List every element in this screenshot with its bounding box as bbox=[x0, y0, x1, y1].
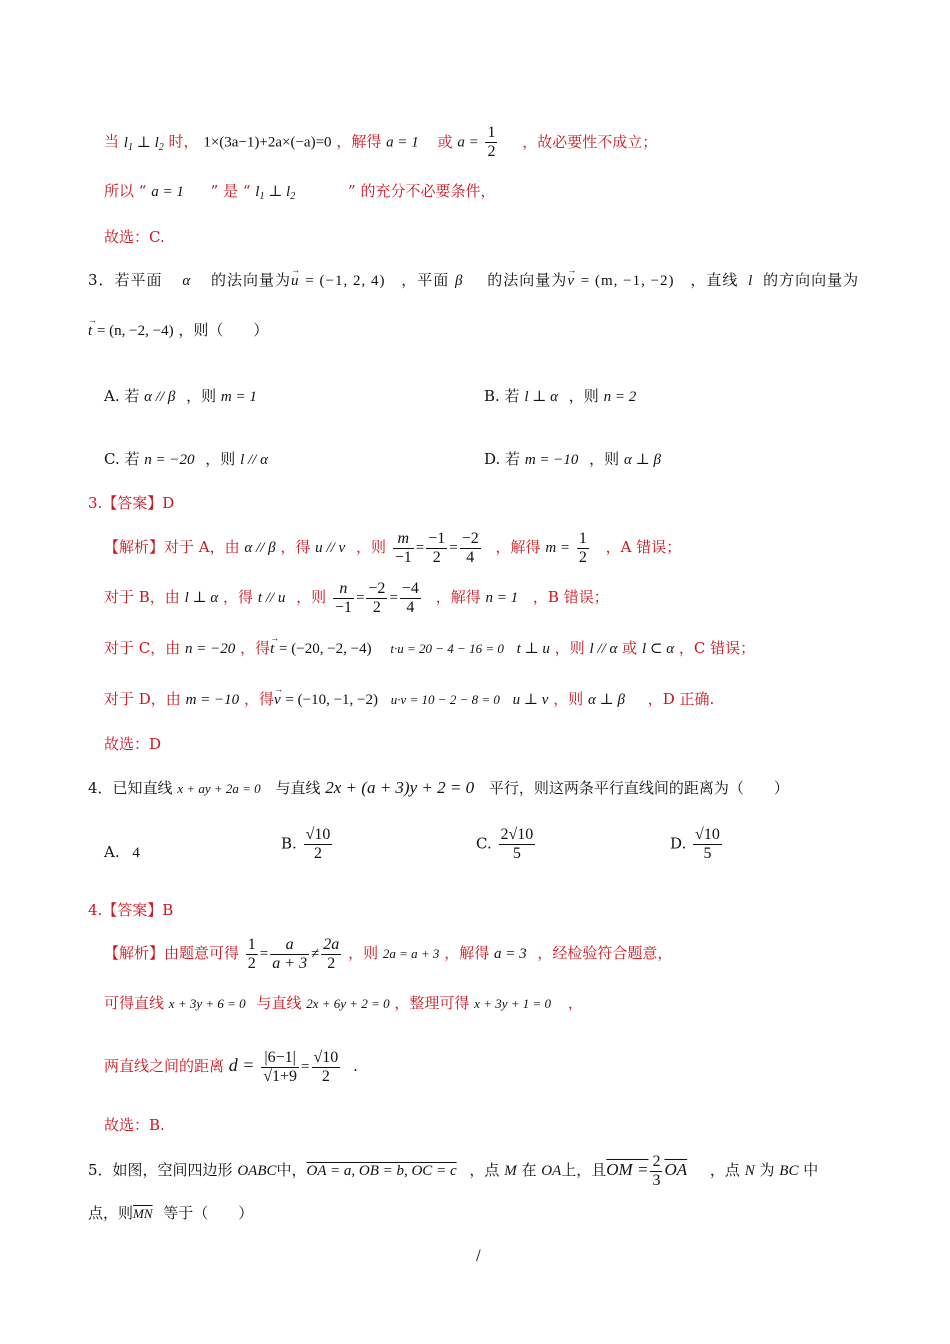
text: ， bbox=[567, 994, 583, 1012]
text: D. 若 bbox=[484, 450, 521, 468]
text: 对于 B，由 bbox=[104, 588, 180, 606]
math: OA = a, OB = b, OC = c bbox=[306, 1163, 457, 1179]
math: n = −20 bbox=[185, 641, 236, 657]
q2-answer: 故选：C. bbox=[104, 228, 165, 246]
text: 在 bbox=[521, 1161, 537, 1179]
fraction: $\frac{2}{3}$ bbox=[652, 1152, 661, 1189]
text: 5．如图，空间四边形 bbox=[88, 1161, 233, 1179]
math: BC bbox=[779, 1163, 799, 1179]
text: 或 bbox=[622, 639, 638, 657]
text: 4．已知直线 bbox=[88, 779, 173, 797]
text: B. 若 bbox=[484, 387, 520, 405]
q3-stem-line2 bbox=[88, 319, 268, 342]
text: 上，且 bbox=[561, 1161, 607, 1179]
text: ，则 bbox=[296, 588, 327, 606]
text: 对于 C，由 bbox=[104, 639, 181, 657]
q3-option-c bbox=[104, 448, 268, 469]
q5-stem-line2 bbox=[88, 1202, 253, 1225]
math: x + 3y + 6 = 0 bbox=[168, 996, 246, 1011]
fraction: $\frac{√10}{2}$ bbox=[313, 1048, 339, 1085]
q3-option-d bbox=[484, 448, 661, 469]
equation: 1×(3a−1)+2a×(−a)=0 bbox=[203, 134, 332, 151]
q4-sol-line3: 两直线之间的距离 d = $\frac{|6-1|}{√1+9}$ = $\frac{√10}{2}$ . bbox=[104, 1048, 358, 1085]
math: $\overline{OA}$ bbox=[664, 1160, 688, 1179]
text: 为 bbox=[759, 1161, 775, 1179]
q2-sol-line1 bbox=[104, 124, 657, 158]
text: A. bbox=[104, 843, 120, 861]
text: C. 若 bbox=[104, 450, 140, 468]
math: x + 3y + 1 = 0 bbox=[474, 996, 552, 1011]
text: ” 是 “ bbox=[210, 182, 251, 200]
text: ，C 错误； bbox=[678, 639, 756, 657]
q3-answer: 故选：D bbox=[104, 735, 162, 753]
page-footer: / bbox=[476, 1248, 481, 1264]
q2-sol-line2 bbox=[104, 180, 495, 208]
math: $\overline{MN}$ bbox=[133, 1206, 153, 1221]
math: u // v bbox=[315, 540, 346, 556]
l1-perp-l2: $l_1$ ⊥ $l_2$ bbox=[123, 134, 164, 153]
text: ，则（ ） bbox=[178, 321, 269, 339]
fraction: $\frac{√10}{5}$ bbox=[695, 826, 720, 862]
math: N bbox=[744, 1163, 755, 1179]
fraction: $\frac{√10}{2}$ bbox=[305, 826, 331, 862]
math: m = bbox=[545, 540, 571, 556]
q3-sol-b: 对于 B，由 l ⊥ α ，得 t // u ，则 $\frac{n}{-1}$ = $\frac{-2}{2}$ = $\frac{-4}{4}$ ，解得 n = 1 ，B 错误； bbox=[104, 579, 609, 616]
text: ，解得 bbox=[336, 132, 382, 151]
text: ，则 bbox=[554, 639, 585, 657]
math: t // u bbox=[257, 590, 286, 606]
q5-stem-line1 bbox=[88, 1150, 818, 1190]
math: OM = bbox=[606, 1160, 649, 1179]
text: ，则 bbox=[589, 450, 620, 468]
fraction: $\frac{m}{-1}$ bbox=[394, 529, 412, 566]
q3-sol-c bbox=[104, 637, 755, 660]
text: A. 若 bbox=[104, 387, 140, 405]
vector-t: → t bbox=[88, 320, 92, 342]
q4-option-c bbox=[476, 826, 537, 863]
text: ，得 bbox=[240, 639, 271, 657]
q4-answer-head: 4.【答案】B bbox=[88, 901, 174, 919]
q4-option-d bbox=[670, 826, 724, 863]
text: 等于（ ） bbox=[163, 1204, 254, 1222]
text: ，解得 bbox=[435, 588, 481, 606]
text: B. bbox=[281, 834, 297, 853]
math: $l_1$ ⊥ $l_2$ bbox=[255, 184, 296, 202]
fraction: $\frac{|6-1|}{√1+9}$ bbox=[263, 1048, 298, 1085]
math: α ⊥ β bbox=[623, 452, 661, 468]
fraction: $\frac{-4}{4}$ bbox=[401, 579, 419, 616]
q4-sol-line1: 【解析】由题意可得 $\frac{1}{2}$ = $\frac{a}{a + 3}$ ≠ $\frac{2a}{2}$ ，则 2a = a + 3 ，解得 a = 3 ，经检验符合题意， bbox=[104, 935, 673, 972]
math: l bbox=[748, 273, 754, 289]
math: = (−20, −2, −4) bbox=[279, 641, 372, 657]
text: ，则 bbox=[348, 944, 379, 962]
text: 的法向量为 bbox=[487, 271, 568, 289]
math: l ⊥ α bbox=[184, 590, 219, 606]
math: m = 1 bbox=[220, 389, 257, 405]
text: C. bbox=[476, 834, 492, 853]
q4-option-b bbox=[281, 826, 334, 863]
math: u·v = 10 − 2 − 8 = 0 bbox=[390, 692, 500, 707]
math: t·u = 20 − 4 − 16 = 0 bbox=[390, 641, 504, 656]
text: ，则 bbox=[205, 450, 236, 468]
math: α bbox=[182, 273, 192, 289]
text: . bbox=[353, 1057, 358, 1075]
math: 2x + (a + 3)y + 2 = 0 bbox=[325, 778, 475, 797]
text: ，A 错误； bbox=[605, 538, 682, 556]
fraction: $\frac{-2}{2}$ bbox=[368, 579, 386, 616]
math: n = −20 bbox=[144, 452, 195, 468]
text: 【解析】由题意可得 bbox=[104, 944, 240, 962]
math: = (−10, −1, −2) bbox=[285, 692, 378, 708]
text: ，经检验符合题意， bbox=[537, 944, 673, 962]
vector-t: → t bbox=[270, 638, 274, 660]
text: ，平面 bbox=[401, 271, 450, 289]
math: l ⊂ α bbox=[641, 641, 675, 657]
text: 3．若平面 bbox=[88, 271, 163, 289]
q3-sol-d bbox=[104, 688, 714, 711]
text: 当 bbox=[104, 132, 120, 151]
fraction: $\frac{-1}{2}$ bbox=[428, 529, 446, 566]
text: ，D 正确. bbox=[647, 690, 715, 708]
math: a = 1 bbox=[386, 134, 419, 151]
text: 对于 D，由 bbox=[104, 690, 181, 708]
fraction: $\frac{2a}{2}$ bbox=[323, 935, 340, 972]
math: l // α bbox=[589, 641, 618, 657]
q3-sol-a: 【解析】对于 A，由 α // β ，得 u // v ，则 $\frac{m}{-1}$ = $\frac{-1}{2}$ = $\frac{-2}{4}$ ，解得 m = $\frac{1}{2}$ ，A 错误； bbox=[104, 529, 682, 566]
math: α // β bbox=[144, 389, 176, 405]
q4-stem bbox=[88, 777, 789, 800]
text: 中 bbox=[803, 1161, 819, 1179]
math: OABC bbox=[237, 1163, 277, 1179]
q4-answer: 故选：B. bbox=[104, 1116, 165, 1134]
math: n = 1 bbox=[485, 590, 519, 606]
text: 【解析】对于 A，由 bbox=[104, 538, 240, 556]
text: ，得 bbox=[223, 588, 254, 606]
q3-option-a bbox=[104, 385, 257, 406]
text: ，则 bbox=[355, 538, 386, 556]
vector-u: → u bbox=[291, 270, 300, 292]
text: 与直线 bbox=[275, 779, 321, 797]
math: a = bbox=[457, 134, 479, 151]
math: t ⊥ u bbox=[516, 641, 550, 657]
math: = (−1, 2, 4) bbox=[305, 273, 386, 289]
fraction: $\frac{1}{2}$ bbox=[578, 529, 587, 566]
text: 的法向量为 bbox=[210, 271, 291, 289]
text: ，则 bbox=[568, 387, 599, 405]
text: 可得直线 bbox=[104, 994, 165, 1012]
text: 与直线 bbox=[256, 994, 302, 1012]
text: 两直线之间的距离 bbox=[104, 1057, 225, 1075]
fraction: $\frac{1}{2}$ bbox=[487, 124, 496, 160]
math: m = −10 bbox=[524, 452, 579, 468]
text: 所以 “ bbox=[104, 182, 147, 200]
text: ，得 bbox=[243, 690, 274, 708]
q3-stem-line1 bbox=[88, 269, 859, 292]
math: d = bbox=[228, 1055, 255, 1075]
fraction: $\frac{-2}{4}$ bbox=[461, 529, 479, 566]
text: 点，则 bbox=[88, 1204, 134, 1222]
q4-sol-line2 bbox=[104, 992, 583, 1015]
math: m = −10 bbox=[185, 692, 240, 708]
math: a = 1 bbox=[151, 184, 184, 200]
text: ，点 bbox=[469, 1161, 500, 1179]
math: = (m, −1, −2) bbox=[580, 273, 675, 289]
q3-option-b bbox=[484, 385, 636, 406]
math: l ⊥ α bbox=[524, 389, 558, 405]
math: OA bbox=[541, 1163, 562, 1179]
q4-option-a bbox=[104, 843, 140, 862]
math: l // α bbox=[240, 452, 268, 468]
text: ” 的充分不必要条件， bbox=[348, 182, 496, 200]
math: a = 3 bbox=[494, 946, 527, 962]
math: 4 bbox=[132, 845, 140, 861]
text: 的方向向量为 bbox=[763, 271, 860, 289]
text: 中， bbox=[276, 1161, 307, 1179]
math: 2x + 6y + 2 = 0 bbox=[306, 996, 390, 1011]
text: ，解得 bbox=[444, 944, 490, 962]
q3-answer-head: 3.【答案】D bbox=[88, 494, 175, 512]
vector-v: → v bbox=[274, 689, 281, 711]
math: 2a = a + 3 bbox=[382, 946, 440, 961]
text: ，解得 bbox=[495, 538, 541, 556]
text: ，故必要性不成立； bbox=[522, 132, 658, 151]
math: = (n, −2, −4) bbox=[96, 323, 174, 339]
math: β bbox=[455, 273, 464, 289]
fraction: $\frac{a}{a + 3}$ bbox=[272, 935, 308, 972]
math: n = 2 bbox=[603, 389, 637, 405]
fraction: $\frac{1}{2}$ bbox=[247, 935, 256, 972]
text: ，则 bbox=[553, 690, 584, 708]
math: u ⊥ v bbox=[512, 692, 549, 708]
text: ，B 错误； bbox=[532, 588, 609, 606]
math: x + ay + 2a = 0 bbox=[177, 781, 261, 796]
math: α ⊥ β bbox=[588, 692, 625, 708]
text: ，整理可得 bbox=[394, 994, 470, 1012]
text: 或 bbox=[437, 132, 453, 151]
math: α // β bbox=[244, 540, 276, 556]
text: ，得 bbox=[280, 538, 311, 556]
text: ，点 bbox=[709, 1161, 740, 1179]
fraction: $\frac{2√10}{5}$ bbox=[500, 826, 534, 862]
text: 时， bbox=[168, 132, 199, 151]
text: ，则 bbox=[186, 387, 217, 405]
math: M bbox=[504, 1163, 517, 1179]
vector-v: → v bbox=[567, 270, 575, 292]
text: ，直线 bbox=[690, 271, 739, 289]
text: D. bbox=[670, 834, 687, 853]
fraction: $\frac{n}{-1}$ bbox=[334, 579, 352, 616]
text: 平行，则这两条平行直线间的距离为（ ） bbox=[488, 779, 789, 797]
